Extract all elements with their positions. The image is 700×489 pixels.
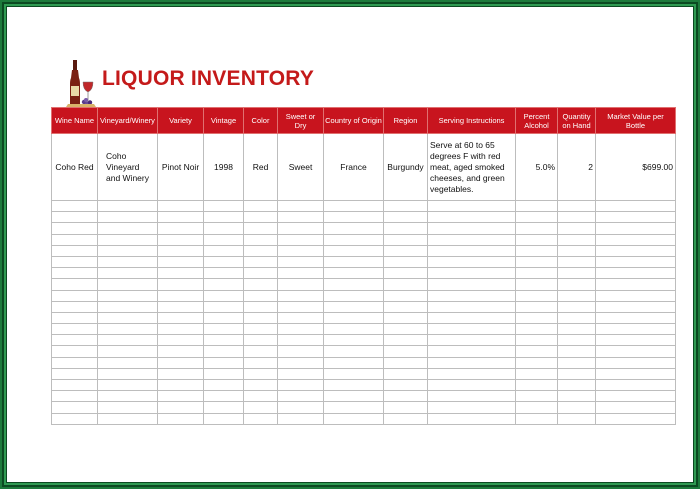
empty-table-cell[interactable] [324,301,384,312]
empty-table-cell[interactable] [158,212,204,223]
empty-table-cell[interactable] [278,212,324,223]
empty-table-cell[interactable] [516,223,558,234]
empty-table-row [52,368,676,379]
header-cell[interactable]: Wine Name [52,108,98,134]
empty-table-row [52,245,676,256]
empty-table-cell[interactable] [516,245,558,256]
empty-table-cell[interactable] [244,324,278,335]
table-cell[interactable]: Coho Vineyard and Winery [98,134,158,201]
empty-table-cell[interactable] [596,402,676,413]
empty-table-cell[interactable] [278,279,324,290]
empty-table-cell[interactable] [98,223,158,234]
empty-table-cell[interactable] [52,357,98,368]
empty-table-cell[interactable] [558,391,596,402]
empty-table-cell[interactable] [428,312,516,323]
document-title: LIQUOR INVENTORY [102,67,315,90]
empty-table-cell[interactable] [204,335,244,346]
empty-table-cell[interactable] [244,380,278,391]
empty-table-cell[interactable] [324,391,384,402]
empty-table-cell[interactable] [596,335,676,346]
empty-table-cell[interactable] [52,212,98,223]
empty-table-cell[interactable] [324,402,384,413]
empty-table-cell[interactable] [278,413,324,424]
empty-table-cell[interactable] [384,256,428,267]
empty-table-cell[interactable] [158,279,204,290]
empty-table-cell[interactable] [204,413,244,424]
empty-table-cell[interactable] [558,380,596,391]
empty-table-cell[interactable] [204,357,244,368]
empty-table-row [52,391,676,402]
empty-table-cell[interactable] [324,223,384,234]
table-cell[interactable]: Red [244,134,278,201]
empty-table-cell[interactable] [98,256,158,267]
empty-table-cell[interactable] [244,234,278,245]
empty-table-cell[interactable] [278,346,324,357]
empty-table-cell[interactable] [98,346,158,357]
empty-table-cell[interactable] [244,256,278,267]
empty-table-cell[interactable] [244,212,278,223]
empty-table-cell[interactable] [98,268,158,279]
empty-table-cell[interactable] [204,301,244,312]
empty-table-cell[interactable] [516,312,558,323]
empty-table-row [52,335,676,346]
empty-table-cell[interactable] [98,279,158,290]
empty-table-cell[interactable] [52,368,98,379]
empty-table-cell[interactable] [52,279,98,290]
empty-table-cell[interactable] [428,402,516,413]
empty-table-cell[interactable] [98,380,158,391]
empty-table-cell[interactable] [98,357,158,368]
empty-table-cell[interactable] [244,312,278,323]
empty-table-cell[interactable] [558,212,596,223]
empty-table-cell[interactable] [596,279,676,290]
empty-table-cell[interactable] [244,413,278,424]
empty-table-row [52,279,676,290]
empty-table-cell[interactable] [98,324,158,335]
empty-table-cell[interactable] [596,413,676,424]
empty-table-cell[interactable] [244,279,278,290]
empty-table-cell[interactable] [516,301,558,312]
empty-table-cell[interactable] [244,346,278,357]
empty-table-cell[interactable] [596,201,676,212]
empty-table-cell[interactable] [278,391,324,402]
header-cell[interactable]: Quantity on Hand [558,108,596,134]
empty-table-cell[interactable] [52,312,98,323]
table-cell[interactable]: Burgundy [384,134,428,201]
empty-table-cell[interactable] [324,413,384,424]
empty-table-cell[interactable] [52,380,98,391]
empty-table-cell[interactable] [324,234,384,245]
empty-table-cell[interactable] [158,201,204,212]
header-cell[interactable]: Country of Origin [324,108,384,134]
empty-table-cell[interactable] [428,201,516,212]
empty-table-row [52,234,676,245]
empty-table-cell[interactable] [158,256,204,267]
empty-table-cell[interactable] [428,357,516,368]
table-cell[interactable]: Pinot Noir [158,134,204,201]
empty-table-cell[interactable] [516,234,558,245]
empty-table-cell[interactable] [52,234,98,245]
empty-table-cell[interactable] [516,201,558,212]
empty-table-row [52,201,676,212]
empty-table-row [52,312,676,323]
empty-table-cell[interactable] [278,402,324,413]
empty-table-cell[interactable] [516,380,558,391]
empty-table-cell[interactable] [324,312,384,323]
empty-table-cell[interactable] [278,312,324,323]
empty-table-cell[interactable] [158,301,204,312]
empty-table-row [52,413,676,424]
empty-table-cell[interactable] [558,268,596,279]
empty-table-cell[interactable] [596,212,676,223]
header-cell[interactable]: Sweet or Dry [278,108,324,134]
empty-table-cell[interactable] [98,402,158,413]
empty-table-cell[interactable] [278,234,324,245]
header-cell[interactable]: Vintage [204,108,244,134]
empty-table-cell[interactable] [596,268,676,279]
empty-table-cell[interactable] [52,245,98,256]
empty-table-cell[interactable] [52,268,98,279]
table-cell[interactable]: France [324,134,384,201]
empty-table-cell[interactable] [158,245,204,256]
empty-table-cell[interactable] [596,223,676,234]
empty-table-cell[interactable] [244,223,278,234]
empty-table-cell[interactable] [204,201,244,212]
empty-table-cell[interactable] [384,324,428,335]
empty-table-cell[interactable] [558,368,596,379]
empty-table-cell[interactable] [244,368,278,379]
empty-table-cell[interactable] [428,301,516,312]
empty-table-cell[interactable] [244,290,278,301]
empty-table-cell[interactable] [324,335,384,346]
empty-table-cell[interactable] [384,346,428,357]
empty-table-cell[interactable] [384,234,428,245]
empty-table-cell[interactable] [98,413,158,424]
empty-table-cell[interactable] [204,368,244,379]
empty-table-cell[interactable] [384,223,428,234]
empty-table-row [52,402,676,413]
header-cell[interactable]: Serving Instructions [428,108,516,134]
empty-table-cell[interactable] [428,234,516,245]
empty-table-cell[interactable] [384,357,428,368]
empty-table-cell[interactable] [596,357,676,368]
empty-table-cell[interactable] [204,380,244,391]
empty-table-row [52,346,676,357]
empty-table-cell[interactable] [558,324,596,335]
empty-table-cell[interactable] [596,391,676,402]
empty-table-cell[interactable] [516,357,558,368]
empty-table-cell[interactable] [516,335,558,346]
empty-table-cell[interactable] [384,413,428,424]
empty-table-cell[interactable] [158,335,204,346]
empty-table-cell[interactable] [384,268,428,279]
empty-table-cell[interactable] [516,279,558,290]
empty-table-cell[interactable] [428,391,516,402]
empty-table-cell[interactable] [158,324,204,335]
table-cell[interactable]: Serve at 60 to 65 degrees F with red meat, aged smoked cheeses, and green vegetables. [428,134,516,201]
empty-table-cell[interactable] [278,256,324,267]
empty-table-cell[interactable] [558,402,596,413]
empty-table-cell[interactable] [244,245,278,256]
empty-table-cell[interactable] [52,346,98,357]
empty-table-cell[interactable] [158,223,204,234]
empty-table-cell[interactable] [384,312,428,323]
empty-table-cell[interactable] [324,212,384,223]
empty-table-cell[interactable] [204,402,244,413]
empty-table-cell[interactable] [324,245,384,256]
empty-table-cell[interactable] [158,413,204,424]
empty-table-cell[interactable] [204,279,244,290]
empty-table-cell[interactable] [278,380,324,391]
empty-table-cell[interactable] [516,402,558,413]
empty-table-cell[interactable] [324,346,384,357]
empty-table-cell[interactable] [384,279,428,290]
empty-table-cell[interactable] [384,335,428,346]
empty-table-row [52,290,676,301]
empty-table-cell[interactable] [558,413,596,424]
empty-table-cell[interactable] [204,256,244,267]
empty-table-cell[interactable] [204,212,244,223]
empty-table-cell[interactable] [516,290,558,301]
empty-table-cell[interactable] [324,268,384,279]
empty-table-cell[interactable] [244,391,278,402]
header-cell[interactable]: Percent Alcohol [516,108,558,134]
empty-table-cell[interactable] [278,335,324,346]
table-row [52,134,676,201]
empty-table-cell[interactable] [596,346,676,357]
empty-table-cell[interactable] [324,357,384,368]
empty-table-cell[interactable] [384,290,428,301]
empty-table-cell[interactable] [516,256,558,267]
empty-table-cell[interactable] [244,335,278,346]
empty-table-cell[interactable] [52,413,98,424]
empty-table-cell[interactable] [428,245,516,256]
empty-table-cell[interactable] [596,290,676,301]
empty-table-cell[interactable] [98,391,158,402]
empty-table-cell[interactable] [596,380,676,391]
empty-table-cell[interactable] [98,312,158,323]
empty-table-cell[interactable] [52,301,98,312]
table-cell[interactable]: $699.00 [596,134,676,201]
empty-table-cell[interactable] [98,212,158,223]
empty-table-cell[interactable] [428,335,516,346]
empty-table-cell[interactable] [278,357,324,368]
empty-table-cell[interactable] [278,223,324,234]
empty-table-cell[interactable] [98,368,158,379]
empty-table-cell[interactable] [52,324,98,335]
empty-table-cell[interactable] [244,357,278,368]
empty-table-cell[interactable] [596,368,676,379]
header-cell[interactable]: Market Value per Bottle [596,108,676,134]
empty-table-cell[interactable] [516,391,558,402]
empty-table-cell[interactable] [428,380,516,391]
empty-table-row [52,223,676,234]
empty-table-cell[interactable] [158,402,204,413]
empty-table-cell[interactable] [516,368,558,379]
table-cell[interactable]: 2 [558,134,596,201]
empty-table-cell[interactable] [158,312,204,323]
table-cell[interactable]: 5.0% [516,134,558,201]
table-cell[interactable]: Coho Red [52,134,98,201]
empty-table-cell[interactable] [158,268,204,279]
table-cell[interactable]: Sweet [278,134,324,201]
empty-table-cell[interactable] [596,312,676,323]
empty-table-cell[interactable] [98,234,158,245]
empty-table-cell[interactable] [204,391,244,402]
empty-table-cell[interactable] [324,324,384,335]
empty-table-row [52,268,676,279]
header-cell[interactable]: Color [244,108,278,134]
empty-table-cell[interactable] [278,290,324,301]
empty-table-cell[interactable] [158,346,204,357]
empty-table-cell[interactable] [98,201,158,212]
empty-table-cell[interactable] [384,402,428,413]
empty-table-cell[interactable] [558,223,596,234]
empty-table-cell[interactable] [204,324,244,335]
header-row [52,108,676,134]
empty-table-cell[interactable] [516,346,558,357]
wine-bottle-icon [64,58,100,108]
empty-table-cell[interactable] [158,391,204,402]
empty-table-cell[interactable] [558,301,596,312]
empty-table-cell[interactable] [596,245,676,256]
empty-table-cell[interactable] [204,245,244,256]
empty-table-row [52,380,676,391]
empty-table-cell[interactable] [558,346,596,357]
empty-table-cell[interactable] [516,413,558,424]
empty-table-cell[interactable] [52,223,98,234]
empty-table-cell[interactable] [428,223,516,234]
empty-table-cell[interactable] [324,290,384,301]
empty-table-cell[interactable] [158,368,204,379]
empty-table-cell[interactable] [384,380,428,391]
empty-table-cell[interactable] [278,245,324,256]
header-cell[interactable]: Region [384,108,428,134]
empty-table-cell[interactable] [324,380,384,391]
empty-table-cell[interactable] [52,391,98,402]
empty-table-cell[interactable] [428,413,516,424]
empty-table-cell[interactable] [244,301,278,312]
empty-table-cell[interactable] [278,301,324,312]
empty-table-cell[interactable] [52,335,98,346]
empty-table-cell[interactable] [158,380,204,391]
empty-table-cell[interactable] [428,324,516,335]
empty-table-cell[interactable] [204,290,244,301]
empty-table-cell[interactable] [516,212,558,223]
empty-table-cell[interactable] [596,234,676,245]
empty-table-cell[interactable] [596,324,676,335]
empty-table-cell[interactable] [98,290,158,301]
empty-table-cell[interactable] [98,335,158,346]
empty-table-cell[interactable] [428,268,516,279]
empty-table-cell[interactable] [244,201,278,212]
empty-table-cell[interactable] [516,268,558,279]
empty-table-cell[interactable] [158,357,204,368]
empty-table-cell[interactable] [384,391,428,402]
empty-table-cell[interactable] [324,368,384,379]
empty-table-cell[interactable] [278,201,324,212]
empty-table-cell[interactable] [558,256,596,267]
empty-table-cell[interactable] [204,312,244,323]
empty-table-cell[interactable] [98,301,158,312]
empty-table-cell[interactable] [384,201,428,212]
empty-table-cell[interactable] [558,290,596,301]
empty-table-cell[interactable] [52,201,98,212]
empty-table-row [52,256,676,267]
empty-table-cell[interactable] [384,368,428,379]
empty-table-cell[interactable] [204,223,244,234]
empty-table-cell[interactable] [428,368,516,379]
empty-table-cell[interactable] [558,245,596,256]
empty-table-cell[interactable] [98,245,158,256]
empty-table-cell[interactable] [558,279,596,290]
empty-table-cell[interactable] [428,290,516,301]
empty-table-cell[interactable] [558,335,596,346]
header-cell[interactable]: Variety [158,108,204,134]
empty-table-cell[interactable] [52,256,98,267]
empty-table-cell[interactable] [428,212,516,223]
empty-table-cell[interactable] [324,256,384,267]
empty-table-cell[interactable] [428,256,516,267]
empty-table-cell[interactable] [278,368,324,379]
empty-table-cell[interactable] [244,402,278,413]
empty-table-cell[interactable] [384,245,428,256]
empty-table-cell[interactable] [204,346,244,357]
empty-table-cell[interactable] [324,279,384,290]
empty-table-cell[interactable] [204,268,244,279]
empty-table-cell[interactable] [558,234,596,245]
empty-table-cell[interactable] [278,324,324,335]
empty-table-cell[interactable] [158,234,204,245]
empty-table-cell[interactable] [324,201,384,212]
empty-table-row [52,357,676,368]
table-cell[interactable]: 1998 [204,134,244,201]
empty-table-cell[interactable] [52,402,98,413]
empty-table-cell[interactable] [278,268,324,279]
empty-table-cell[interactable] [596,256,676,267]
inventory-table [51,107,676,425]
empty-table-cell[interactable] [428,346,516,357]
empty-table-cell[interactable] [384,301,428,312]
empty-table-cell[interactable] [204,234,244,245]
empty-table-row [52,301,676,312]
header-cell[interactable]: Vineyard/Winery [98,108,158,134]
empty-table-cell[interactable] [244,268,278,279]
empty-table-cell[interactable] [158,290,204,301]
empty-table-row [52,324,676,335]
empty-table-cell[interactable] [596,301,676,312]
empty-table-cell[interactable] [558,312,596,323]
empty-table-cell[interactable] [384,212,428,223]
empty-table-cell[interactable] [516,324,558,335]
empty-table-cell[interactable] [52,290,98,301]
empty-table-row [52,212,676,223]
empty-table-cell[interactable] [428,279,516,290]
empty-table-cell[interactable] [558,201,596,212]
empty-table-cell[interactable] [558,357,596,368]
